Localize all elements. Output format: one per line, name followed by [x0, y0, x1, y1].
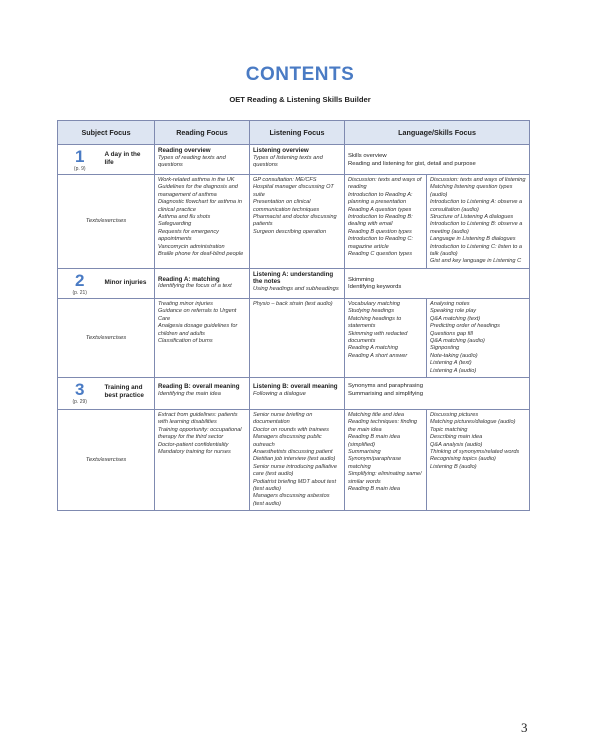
list-item: Physio – back strain (test audio): [253, 300, 333, 307]
list-item: Safeguarding: [158, 221, 192, 228]
listening-exercises-list: [250, 175, 345, 269]
list-item: Guidelines for the diagnosis and management of asthma: [158, 184, 238, 198]
reading-focus-title: Reading B: overall meaning: [158, 382, 240, 390]
unit-page-ref: (p. 9): [73, 166, 86, 172]
unit-row: [58, 145, 530, 175]
language-focus-cell: [345, 377, 530, 409]
list-item: Note-taking (audio): [430, 352, 478, 359]
list-item: Extract from guidelines: patients with learning disabilities: [158, 411, 238, 426]
list-item: Senior nurse briefing on documentation: [253, 411, 313, 426]
list-item: Structure of Listening A dialogues: [430, 214, 514, 221]
list-item: Matching pictures/dialogue (audio): [430, 419, 516, 426]
book-subtitle: OET Reading & Listening Skills Builder: [229, 95, 371, 104]
list-item: Matching headings to statements: [348, 315, 402, 330]
list-item: Studying headings: [348, 308, 395, 315]
list-item: Speaking role play: [430, 308, 477, 315]
list-item: Reading A short answer: [348, 352, 408, 359]
exercises-label: Texts/exercises: [58, 298, 155, 377]
reading-focus-cell: [155, 145, 250, 175]
list-item: Reading A question types: [348, 206, 412, 213]
list-item: Predicting order of headings: [430, 323, 500, 330]
unit-subject: Training and best practice: [102, 377, 155, 409]
list-item: Q&A matching (audio): [430, 337, 485, 344]
exercises-row: [58, 409, 530, 510]
list-item: Doctor-patient confidentiality: [158, 441, 229, 448]
list-item: Pharmacist and doctor discussing patients: [253, 214, 337, 228]
page-number: 3: [521, 720, 528, 735]
list-item: Reading B main idea: [348, 486, 400, 492]
list-item: Vancomycin administration: [158, 243, 225, 250]
list-item: Classification of burns: [158, 337, 213, 344]
language-focus-line: Identifying keywords: [348, 284, 402, 291]
list-item: Presentation on clinical communication techniques: [253, 199, 320, 213]
exercises-row: [58, 298, 530, 377]
language-exercises-list: [345, 298, 427, 377]
list-item: Simplifying: eliminating same/ similar words: [348, 471, 422, 485]
listening-focus-subtitle: Types of listening texts and questions: [253, 154, 323, 168]
language-focus-line: Skimming: [348, 276, 374, 283]
reading-exercises-list: [155, 409, 250, 510]
list-item: Summarising: [348, 448, 381, 455]
list-item: Introduction to Reading B: dealing with email: [348, 214, 413, 228]
list-item: Podiatrist briefing MDT about test (test audio): [253, 478, 337, 492]
list-item: Synonym/paraphrase matching: [348, 456, 402, 470]
unit-number: 2: [75, 270, 85, 290]
list-item: Asthma and flu shots: [158, 214, 211, 221]
list-item: Discussing pictures: [430, 411, 479, 418]
unit-number: 3: [75, 379, 85, 399]
list-item: Q&A matching (text): [430, 315, 481, 322]
exercises-label: Texts/exercises: [58, 409, 155, 510]
list-item: Hospital manager discussing OT suite: [253, 184, 334, 198]
list-item: Listening A (audio): [430, 367, 477, 374]
listening-focus-cell: [250, 377, 345, 409]
reading-focus-cell: [155, 268, 250, 298]
list-item: Work-related asthma in the UK: [158, 177, 235, 183]
contents-table: [57, 120, 530, 511]
list-item: Signposting: [430, 345, 460, 352]
unit-number-cell: [58, 145, 102, 175]
list-item: Topic matching: [430, 426, 468, 433]
list-item: Reading A matching: [348, 345, 398, 352]
page-title: CONTENTS: [245, 64, 355, 85]
list-item: Reading techniques: finding the main idea: [348, 419, 418, 433]
list-item: Reading B question types: [348, 228, 412, 235]
list-item: Listening B (audio): [430, 463, 477, 470]
list-item: Discussion: texts and ways of reading: [348, 177, 422, 191]
list-item: Dietitian job interview (test audio): [253, 456, 336, 463]
unit-number-cell: [58, 377, 102, 409]
list-item: Introduction to Reading A: planning a presentation: [348, 191, 413, 206]
skills-exercises-list: [427, 298, 530, 377]
list-item: Introduction to Listening A: observe a consultation (audio): [430, 199, 523, 213]
list-item: Treating minor injuries: [158, 300, 213, 307]
list-item: Questions gap fill: [430, 330, 473, 337]
list-item: Requests for emergency appointments: [158, 228, 219, 243]
list-item: Introduction to Listening B: observe a meeting (audio): [430, 221, 523, 235]
language-focus-line: Skills overview: [348, 153, 387, 159]
list-item: Reading C question types: [348, 251, 413, 258]
exercises-label: Texts/exercises: [58, 175, 155, 269]
reading-focus-title: Reading A: matching: [158, 275, 220, 283]
list-item: Braille phone for deaf-blind people: [158, 251, 244, 258]
unit-subject: Minor injuries: [102, 268, 155, 298]
list-item: Guidance on referrals to Urgent Care: [158, 308, 237, 322]
reading-focus-subtitle: Identifying the main idea: [158, 390, 221, 397]
language-exercises-list: [345, 175, 427, 269]
language-focus-cell: [345, 145, 530, 175]
unit-subject: A day in the life: [102, 145, 155, 175]
list-item: Reading B main idea (simplified): [348, 434, 400, 448]
list-item: Introduction to Reading C: magazine article: [348, 236, 413, 250]
list-item: Analysing notes: [430, 300, 470, 307]
list-item: Matching title and idea: [348, 411, 404, 418]
language-focus-line: Synonyms and paraphrasing: [348, 382, 423, 389]
list-item: Language in Listening B dialogues: [430, 236, 516, 243]
list-item: Training opportunity: occupational therapy for the third sector: [158, 426, 242, 441]
listening-focus-title: Listening B: overall meaning: [253, 382, 338, 390]
list-item: Skimming with redacted documents: [348, 330, 408, 344]
list-item: Q&A analysis (audio): [430, 441, 483, 448]
list-item: Listening A (text): [430, 360, 472, 367]
list-item: Diagnostic flowchart for asthma in clinical practice: [158, 199, 242, 213]
header-reading-focus: Reading Focus: [155, 121, 250, 145]
listening-focus-subtitle: Following a dialogue: [253, 390, 306, 397]
list-item: Thinking of synonyms/related words: [430, 448, 520, 455]
reading-focus-subtitle: Identifying the focus of a text: [158, 283, 232, 290]
reading-focus-cell: [155, 377, 250, 409]
listening-focus-title: Listening A: understanding the notes: [253, 270, 334, 286]
list-item: Gist and key language in Listening C: [430, 258, 522, 265]
reading-focus-subtitle: Types of reading texts and questions: [158, 154, 226, 168]
language-focus-line: Summarising and simplifying: [348, 390, 423, 397]
header-row: [58, 121, 530, 145]
listening-focus-cell: [250, 145, 345, 175]
reading-focus-title: Reading overview: [158, 147, 211, 154]
unit-page-ref: (p. 29): [72, 398, 87, 405]
header-language-focus: Language/Skills Focus: [345, 121, 530, 145]
list-item: Introduction to Listening C: listen to a talk (audio): [430, 243, 523, 258]
list-item: Analgesia dosage guidelines for children and adults: [158, 323, 238, 337]
header-listening-focus: Listening Focus: [250, 121, 345, 145]
list-item: Matching listening question types (audio): [430, 184, 513, 198]
reading-exercises-list: [155, 298, 250, 377]
list-item: Senior nurse introducing palliative care (test audio): [253, 463, 337, 478]
listening-focus-subtitle: Using headings and subheadings: [253, 286, 339, 293]
list-item: Managers discussing public outreach: [253, 434, 322, 448]
skills-exercises-list: [427, 175, 530, 269]
list-item: Recognising topics (audio): [430, 456, 496, 463]
listening-focus-cell: [250, 268, 345, 298]
language-focus-line: Reading and listening for gist, detail and purpose: [348, 160, 476, 167]
skills-exercises-list: [427, 409, 530, 510]
listening-exercises-list: [250, 409, 345, 510]
unit-row: [58, 268, 530, 298]
unit-row: [58, 377, 530, 409]
exercises-row: [58, 175, 530, 269]
list-item: Anaesthetists discussing patient: [253, 448, 333, 455]
list-item: Managers discussing asbestos (test audio): [253, 493, 330, 507]
unit-page-ref: (p. 21): [72, 289, 87, 296]
list-item: GP consultation: ME/CFS: [253, 177, 317, 183]
list-item: Mandatory training for nurses: [158, 448, 231, 455]
listening-focus-title: Listening overview: [253, 147, 309, 154]
unit-number: 1: [75, 147, 85, 166]
language-focus-cell: [345, 268, 530, 298]
language-exercises-list: [345, 409, 427, 510]
list-item: Surgeon describing operation: [253, 228, 327, 235]
list-item: Describing main idea: [430, 434, 483, 441]
listening-exercises-list: [250, 298, 345, 377]
list-item: Doctor on rounds with trainees: [253, 426, 329, 433]
list-item: Discussion: texts and ways of listening: [430, 177, 526, 183]
list-item: Vocabulary matching: [348, 300, 401, 307]
unit-number-cell: [58, 268, 102, 298]
header-subject-focus: Subject Focus: [58, 121, 155, 145]
reading-exercises-list: [155, 175, 250, 269]
